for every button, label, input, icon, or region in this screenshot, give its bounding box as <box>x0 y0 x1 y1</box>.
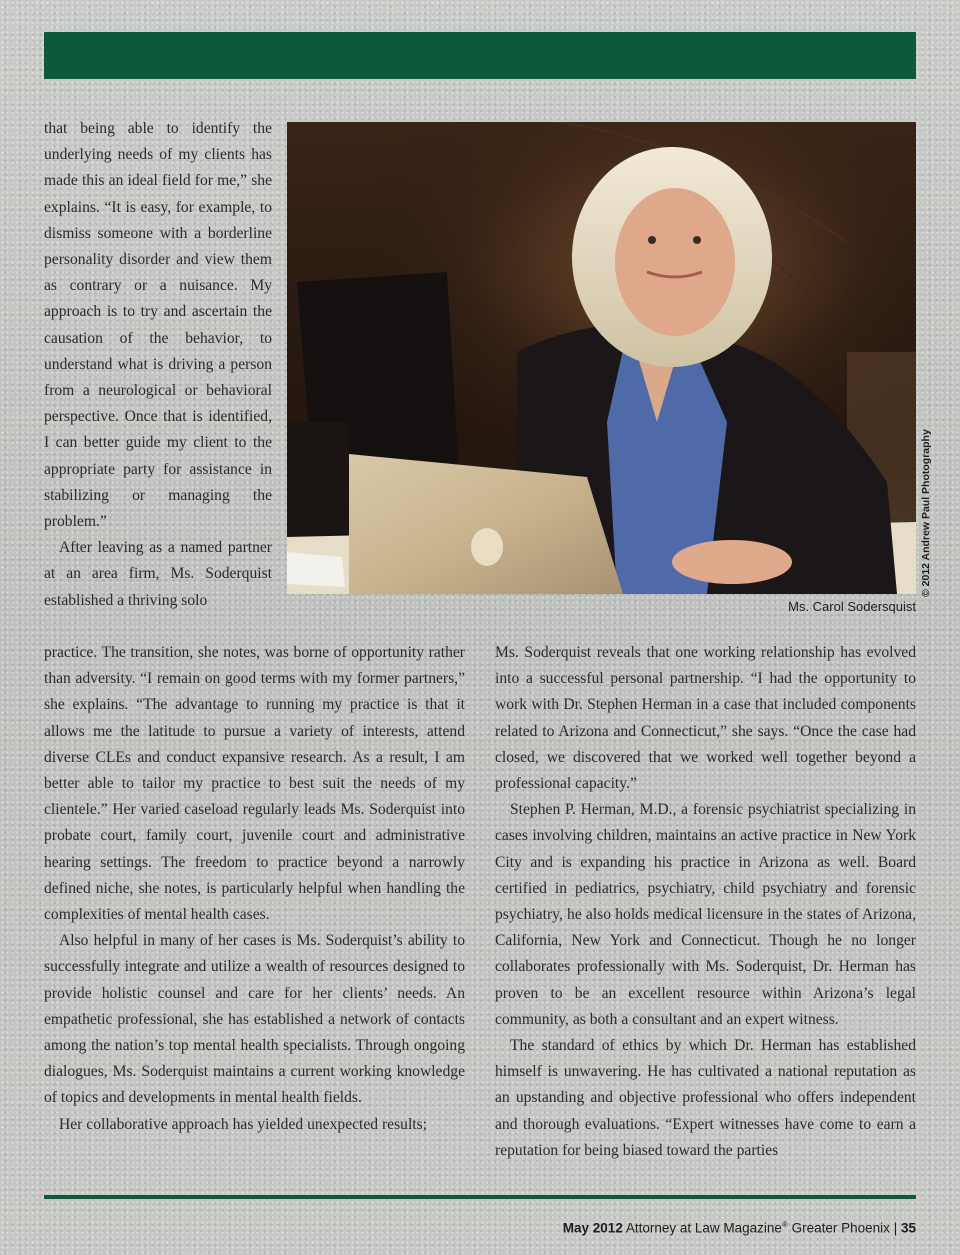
footer-rule <box>44 1195 916 1199</box>
paragraph: Her collaborative approach has yielded unexpected results; <box>59 1115 428 1133</box>
magazine-name: Attorney at Law Magazine <box>625 1220 782 1236</box>
photo-caption: Ms. Carol Sodersquist <box>788 599 916 614</box>
registered-mark: ® <box>781 1220 788 1229</box>
paragraph: practice. The transition, she notes, was borne of opportunity rather than adversity. “I remain on good terms with my former partners,” she explains. “The advantage to running my practice is that it allows me the latitude to pursue a variety of interests, attend diverse CLEs and conduct expansive research. As a result, I am better able to tailor my practice to best suit the needs of my clientele.” Her varied caseload regularly leads Ms. Soderquist into probate court, family court, juvenile court and administrative hearing settings. The freedom to practice beyond a narrowly defined niche, she notes, is particularly helpful when handling the complexities of mental health cases. <box>44 644 465 924</box>
left-column <box>44 640 465 1138</box>
paragraph: Stephen P. Herman, M.D., a forensic psychiatrist specializing in cases involving children, maintains an active practice in New York City and is expanding his practice in Arizona as well. Board certified in pediatrics, psychiatry, child psychiatry and forensic psychiatry, he also holds medical licensure in the states of Arizona, California, New York and Connecticut. Though he no longer collaborates professionally with Ms. Soderquist, Dr. Herman has proven to be an excellent resource within Arizona’s legal community, as both a consultant and an expert witness. <box>495 801 916 1028</box>
edition-name: Greater Phoenix <box>791 1220 890 1236</box>
photo-credit: © 2012 Andrew Paul Photography <box>920 429 932 597</box>
footer-separator: | <box>893 1220 898 1236</box>
right-column <box>495 640 916 1164</box>
paragraph: The standard of ethics by which Dr. Herman has established himself is unwavering. He has cultivated a national reputation as an upstanding and objective professional who offers independent and thorough evaluations. “Expert witnesses have come to earn a reputation for being biased toward the parties <box>495 1037 916 1159</box>
issue-date: May 2012 <box>562 1220 623 1236</box>
paragraph: Ms. Soderquist reveals that one working relationship has evolved into a successful personal partnership. “I had the opportunity to work with Dr. Stephen Herman in a case that included components related to Arizona and Connecticut,” she says. “Once the case had closed, we discovered that we worked well together beyond a professional capacity.” <box>495 644 916 793</box>
portrait-photo <box>287 122 916 594</box>
paragraph: that being able to identify the underlying needs of my clients has made this an ideal field for me,” she explains. “It is easy, for example, to dismiss someone with a borderline personality disorder and view them as contrary or a nuisance. My approach is to try and ascertain the causation of the behavior, to understand what is driving a person from a neurological or behavioral perspective. Once that is identified, I can better guide my client to the appropriate party for assistance in stabilizing or managing the problem.” <box>44 120 272 531</box>
paragraph: After leaving as a named partner at an area firm, Ms. Soderquist established a thriving solo <box>44 539 272 609</box>
page-number: 35 <box>900 1220 916 1236</box>
paragraph: Also helpful in many of her cases is Ms. Soderquist’s ability to successfully integrate and utilize a wealth of resources designed to provide holistic counsel and care for her clients’ needs. An empathetic professional, she has established a network of contacts among the nation’s top mental health specialists. Through ongoing dialogues, Ms. Soderquist maintains a current working knowledge of topics and developments in mental health fields. <box>44 932 465 1107</box>
header-bar <box>44 32 916 79</box>
page-footer <box>563 1220 916 1236</box>
wrapped-column <box>44 116 272 614</box>
portrait-illustration <box>287 122 916 594</box>
